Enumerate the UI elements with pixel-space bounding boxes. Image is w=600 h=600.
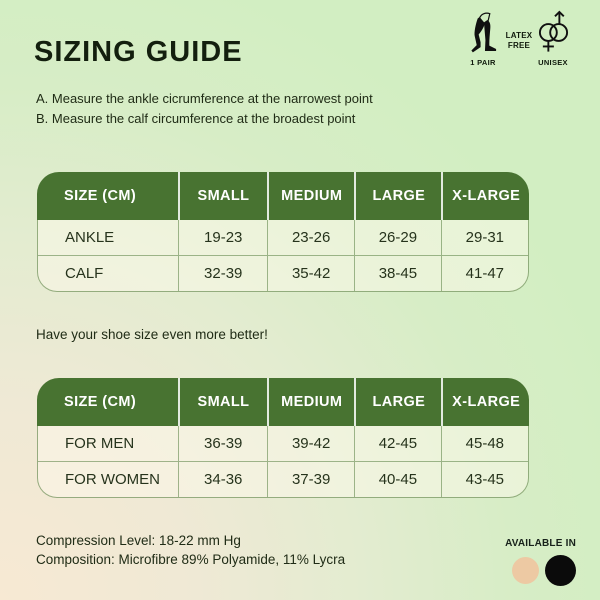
table-body xyxy=(37,426,529,498)
available-in-label: AVAILABLE IN xyxy=(505,538,576,549)
table-header-cell: LARGE xyxy=(354,378,441,426)
table-header-cell: X-LARGE xyxy=(441,172,529,220)
shoe-size-table xyxy=(37,378,529,498)
table-cell: 40-45 xyxy=(354,462,441,497)
shoe-size-note: Have your shoe size even more better! xyxy=(36,327,268,342)
measurement-instructions xyxy=(36,89,373,128)
composition-text: Composition: Microfibre 89% Polyamide, 11% Lycra xyxy=(36,552,346,567)
table-cell: 26-29 xyxy=(354,220,441,255)
table-cell: 39-42 xyxy=(267,426,354,461)
table-cell: 45-48 xyxy=(441,426,528,461)
compression-level-text: Compression Level: 18-22 mm Hg xyxy=(36,533,241,548)
table-cell: 42-45 xyxy=(354,426,441,461)
table-header-cell: MEDIUM xyxy=(267,378,354,426)
row-label: FOR MEN xyxy=(65,435,135,452)
table-cell: 32-39 xyxy=(178,256,267,291)
table-cell: 43-45 xyxy=(441,462,528,497)
unisex-icon xyxy=(531,9,576,56)
latex-free-line2: FREE xyxy=(507,40,531,50)
table-header-cell: MEDIUM xyxy=(267,172,354,220)
table-cell: 29-31 xyxy=(441,220,528,255)
table-header-cell: SMALL xyxy=(178,378,268,426)
instruction-b: B. Measure the calf circumference at the broadest point xyxy=(36,110,356,126)
row-label: FOR WOMEN xyxy=(65,471,160,488)
page-title: SIZING GUIDE xyxy=(34,36,243,68)
table-header-cell: SMALL xyxy=(178,172,268,220)
table-header-cell: SIZE (CM) xyxy=(64,394,137,410)
available-in-block xyxy=(505,538,576,586)
table-header-row xyxy=(37,378,529,426)
table-cell: 36-39 xyxy=(178,426,267,461)
stockings-icon xyxy=(468,11,499,56)
table-cell: 38-45 xyxy=(354,256,441,291)
table-cell: 37-39 xyxy=(267,462,354,497)
row-label: CALF xyxy=(65,265,104,282)
table-header-cell: X-LARGE xyxy=(441,378,529,426)
ankle-calf-size-table xyxy=(37,172,529,292)
table-cell: 35-42 xyxy=(267,256,354,291)
latex-free-line1: LATEX xyxy=(505,31,533,40)
table-row xyxy=(38,461,528,497)
color-swatch-beige xyxy=(512,557,539,584)
table-cell: 41-47 xyxy=(441,256,528,291)
unisex-badge xyxy=(529,9,577,67)
table-cell: 23-26 xyxy=(267,220,354,255)
one-pair-badge xyxy=(464,11,502,67)
table-row xyxy=(38,426,528,461)
table-header-cell: LARGE xyxy=(354,172,441,220)
table-cell: 19-23 xyxy=(178,220,267,255)
pair-count-label: 1 PAIR xyxy=(470,58,496,67)
instruction-a: A. Measure the ankle cicrumference at the narrowest point xyxy=(36,91,373,106)
table-row xyxy=(38,255,528,291)
color-swatches xyxy=(512,555,576,586)
table-cell: 34-36 xyxy=(178,462,267,497)
table-header-row xyxy=(37,172,529,220)
unisex-label: UNISEX xyxy=(538,58,568,67)
table-header-cell: SIZE (CM) xyxy=(64,188,137,204)
color-swatch-black xyxy=(545,555,576,586)
product-info xyxy=(36,531,345,569)
table-row xyxy=(38,220,528,255)
row-label: ANKLE xyxy=(65,229,115,246)
table-body xyxy=(37,220,529,292)
